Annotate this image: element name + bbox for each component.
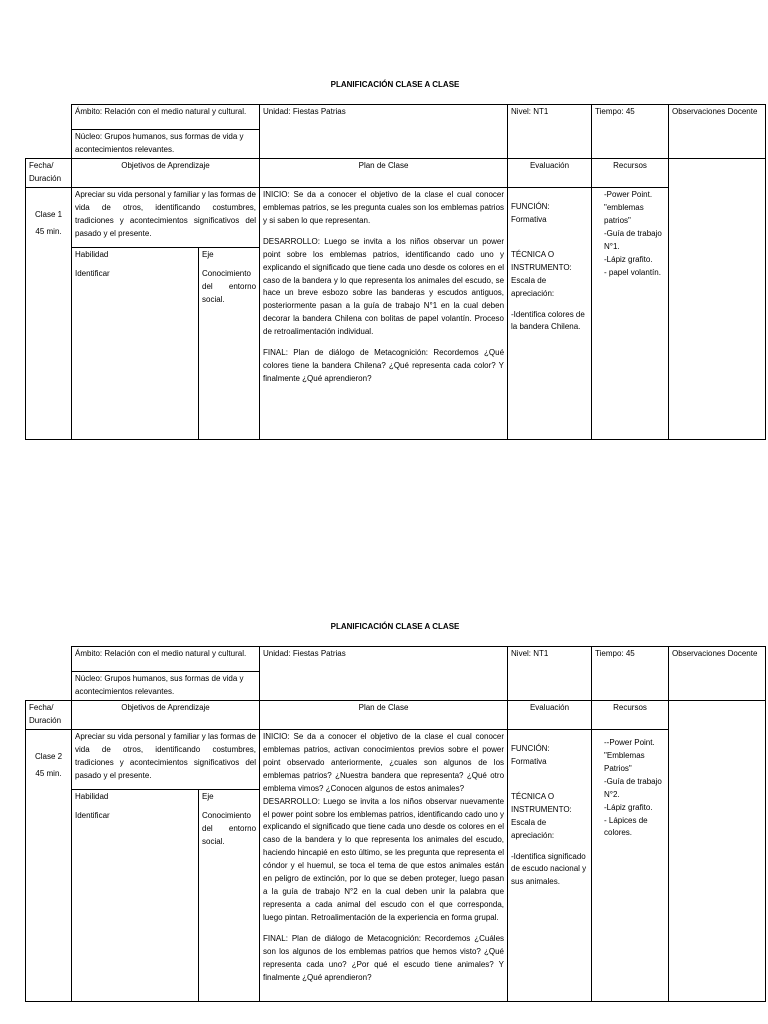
- nivel-cell: Nivel: NT1: [508, 647, 592, 701]
- clase-label: Clase 2: [34, 751, 63, 761]
- final-text: FINAL: Plan de diálogo de Metacognición: Recordemos ¿Qué colores tiene la bandera Chilena? ¿Qué representa cada color? Y finalmente ¿Qué aprendieron?: [263, 348, 505, 384]
- habilidad-value: Identificar: [75, 268, 110, 278]
- recurso-item: - Lápices de colores.: [604, 815, 648, 838]
- lesson-plan-1: [25, 78, 765, 440]
- eval-escala: Escala de apreciación:: [511, 275, 555, 298]
- habilidad-value: Identificar: [75, 810, 110, 820]
- plan-title: PLANIFICACIÓN CLASE A CLASE: [330, 622, 460, 631]
- eval-item: -Identifica significado de escudo nacional y sus animales.: [511, 851, 587, 887]
- header-evaluacion: Evaluación: [508, 700, 592, 729]
- fecha-cell: [26, 729, 72, 1001]
- eval-funcion: Formativa: [511, 214, 547, 224]
- lesson-plan-2: [25, 620, 765, 1002]
- unidad-cell: Unidad: Fiestas Patrias: [260, 105, 508, 159]
- header-objetivos: Objetivos de Aprendizaje: [72, 158, 260, 187]
- observaciones-cell: Observaciones Docente: [669, 105, 766, 159]
- habilidad-cell: [72, 789, 199, 1001]
- habilidad-label: Habilidad: [75, 249, 109, 259]
- eje-label: Eje: [202, 249, 214, 259]
- eje-value: Conocimiento del entorno social.: [202, 810, 257, 846]
- final-text: FINAL: Plan de diálogo de Metacognición: Recordemos ¿Cuáles son los algunos de los emblemas patrios que hemos visto? ¿Qué representa cada uno? ¿Por qué el escudo tiene animales? Y finalmente ¿Qué aprendieron?: [263, 934, 505, 982]
- header-objetivos: Objetivos de Aprendizaje: [72, 700, 260, 729]
- recurso-item: - papel volantín.: [604, 267, 661, 277]
- header-fecha: Fecha/ Duración: [26, 700, 72, 729]
- eval-tecnica: TÉCNICA O INSTRUMENTO:: [511, 249, 572, 272]
- recurso-item: -Power Point.: [604, 189, 653, 199]
- eval-tecnica: TÉCNICA O INSTRUMENTO:: [511, 791, 572, 814]
- habilidad-label: Habilidad: [75, 791, 109, 801]
- recurso-item: -Guía de trabajo N°2.: [604, 776, 662, 799]
- eval-funcion: Formativa: [511, 756, 547, 766]
- desarrollo-text: DESARROLLO: Luego se invita a los niños observar un power point sobre los emblemas patrios, identificando cado uno y explicando el significado que tiene cada uno desde os colores en el caso de la bandera y lo que representa los animales del escudo, se hace un breve esbozo sobre las banderas y escudos antiguos, posteriormente pasan a la guía de trabajo N°1 en la cual deben decorar la bandera Chilena con bolitas de papel volantín. Proceso de retroalimentación individual.: [263, 236, 505, 337]
- eval-escala: Escala de apreciación:: [511, 817, 555, 840]
- desarrollo-text: DESARROLLO: Luego se invita a los niños observar nuevamente el power point sobre los emblemas patrios, identificando cado uno y explicando el significado que tiene cada uno desde os colores en el caso de la bandera y lo que representa los animales del escudo, haciendo hincapié en esto último, se les pregunta que representa el cóndor y el huemul, se toca el tema de que estos animales están en peligro de extinción, por lo que se deben proteger, luego pasan a la guía de trabajo N°2 en la cual deben unir la palabra que representa a cada animal del escudo con el que corresponda, luego pintan. Retroalimentación de la experiencia en forma grupal.: [263, 796, 505, 923]
- objetivo-cell: Apreciar su vida personal y familiar y las formas de vida de otros, identificando costumbres, tradiciones y acontecimientos significativos del pasado y el presente.: [72, 729, 260, 789]
- eval-funcion-label: FUNCIÓN:: [511, 201, 550, 211]
- observaciones-body: [669, 158, 766, 439]
- evaluacion-cell: [508, 187, 592, 439]
- eval-funcion-label: FUNCIÓN:: [511, 743, 550, 753]
- recursos-cell: [592, 729, 669, 1001]
- header-plan: Plan de Clase: [260, 158, 508, 187]
- habilidad-cell: [72, 247, 199, 439]
- recurso-item: -Lápiz grafito.: [604, 802, 653, 812]
- eje-label: Eje: [202, 791, 214, 801]
- duracion-label: 45 min.: [35, 226, 62, 236]
- fecha-cell: [26, 187, 72, 439]
- recurso-item: "emblemas patrios": [604, 202, 644, 225]
- nucleo-cell: Núcleo: Grupos humanos, sus formas de vida y acontecimientos relevantes.: [72, 672, 260, 701]
- inicio-text: INICIO: Se da a conocer el objetivo de la clase el cual conocer emblemas patrios, activan conocimientos previos sobre el power point observado anteriormente, ¿cuales son algunos de los emblemas patrios? ¿Nuestra bandera que representa? ¿Qué otro emblema vimos? ¿Conocen algunos de estos animales?: [263, 731, 505, 793]
- evaluacion-cell: [508, 729, 592, 1001]
- header-plan: Plan de Clase: [260, 700, 508, 729]
- eval-item: -Identifica colores de la bandera Chilena.: [511, 309, 585, 332]
- plan-table: [25, 646, 766, 1002]
- eje-cell: [199, 247, 260, 439]
- duracion-label: 45 min.: [35, 768, 62, 778]
- header-recursos: Recursos: [592, 700, 669, 729]
- plan-table: [25, 104, 766, 440]
- recurso-item: -Guía de trabajo N°1.: [604, 228, 662, 251]
- header-fecha: Fecha/ Duración: [26, 158, 72, 187]
- plan-de-clase-cell: [260, 729, 508, 1001]
- recurso-item: "Emblemas Patrios": [604, 750, 645, 773]
- nivel-cell: Nivel: NT1: [508, 105, 592, 159]
- tiempo-cell: Tiempo: 45: [592, 647, 669, 701]
- clase-label: Clase 1: [34, 209, 63, 219]
- unidad-cell: Unidad: Fiestas Patrias: [260, 647, 508, 701]
- observaciones-cell: Observaciones Docente: [669, 647, 766, 701]
- plan-title: PLANIFICACIÓN CLASE A CLASE: [330, 80, 460, 89]
- nucleo-cell: Núcleo: Grupos humanos, sus formas de vida y acontecimientos relevantes.: [72, 130, 260, 159]
- objetivo-cell: Apreciar su vida personal y familiar y las formas de vida de otros, identificando costumbres, tradiciones y acontecimientos significativos del pasado y el presente.: [72, 187, 260, 247]
- recurso-item: --Power Point.: [604, 737, 655, 747]
- inicio-text: INICIO: Se da a conocer el objetivo de la clase el cual conocer emblemas patrios, se les pregunta cuales son los emblemas patrios y si saben lo que representan.: [263, 189, 505, 225]
- recurso-item: -Lápiz grafito.: [604, 254, 653, 264]
- ambito-cell: Ámbito: Relación con el medio natural y cultural.: [72, 647, 260, 672]
- plan-de-clase-cell: [260, 187, 508, 439]
- tiempo-cell: Tiempo: 45: [592, 105, 669, 159]
- recursos-cell: [592, 187, 669, 439]
- observaciones-body: [669, 700, 766, 1001]
- header-evaluacion: Evaluación: [508, 158, 592, 187]
- header-recursos: Recursos: [592, 158, 669, 187]
- eje-cell: [199, 789, 260, 1001]
- eje-value: Conocimiento del entorno social.: [202, 268, 257, 304]
- ambito-cell: Ámbito: Relación con el medio natural y cultural.: [72, 105, 260, 130]
